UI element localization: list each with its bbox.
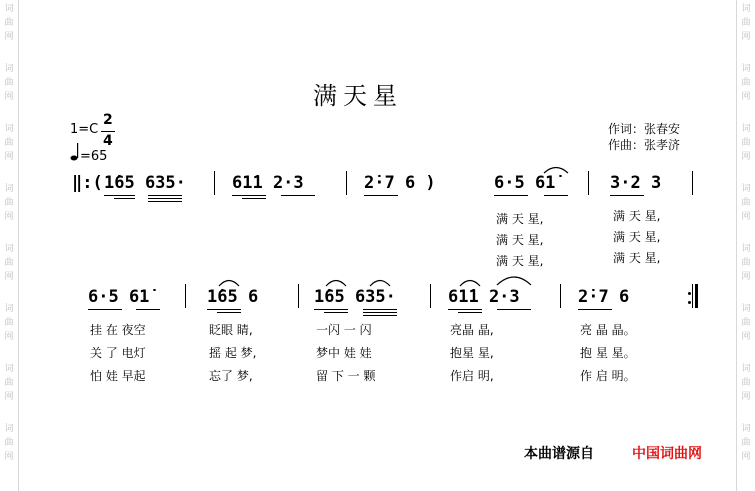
row2-lyric-3-4: 作启 明, — [450, 369, 494, 383]
watermark-char: 词 — [741, 4, 751, 14]
repeat-dot — [688, 292, 691, 295]
footer-site-link[interactable]: 中国词曲网 — [632, 446, 702, 462]
row2-measure-5: 2̇·7 6 — [578, 287, 630, 307]
eighth-underline — [136, 309, 160, 310]
watermark-char: 曲 — [4, 78, 14, 88]
watermark-char: 词 — [741, 124, 751, 134]
sixteenth-underline — [114, 198, 135, 199]
eighth-underline — [497, 309, 531, 310]
row2-lyric-2-3: 梦中 娃 娃 — [316, 346, 372, 360]
eighth-underline — [448, 309, 482, 310]
time-signature-bar — [101, 131, 115, 132]
row2-lyric-2-4: 抱星 星, — [450, 346, 494, 360]
slur-arc — [495, 272, 533, 286]
barline — [298, 284, 299, 308]
watermark-char: 曲 — [4, 318, 14, 328]
watermark-char: 词 — [4, 304, 14, 314]
watermark-char: 网 — [741, 392, 751, 402]
time-signature-denominator: 4 — [103, 133, 113, 149]
sixteenth-underline — [324, 312, 348, 313]
row1-lyric-2a: 满 天 星, — [496, 233, 544, 247]
watermark-char: 网 — [741, 212, 751, 222]
eighth-underline — [148, 195, 182, 196]
row1-lyric-3b: 满 天 星, — [613, 251, 661, 265]
eighth-underline — [281, 195, 315, 196]
row1-measure-4: 6·5 61̇ — [494, 173, 556, 193]
watermark-char: 曲 — [741, 318, 751, 328]
row1-measure-2: 61̇1 2·3 — [232, 173, 304, 193]
watermark-char: 曲 — [741, 258, 751, 268]
eighth-underline — [88, 309, 122, 310]
row2-lyric-2-1: 关 了 电灯 — [90, 346, 146, 360]
watermark-text — [3, 122, 15, 164]
watermark-text — [3, 302, 15, 344]
tie-arc — [324, 277, 348, 287]
row2-lyric-1-1: 挂 在 夜空 — [90, 323, 146, 337]
watermark-char: 网 — [4, 152, 14, 162]
row2-lyric-2-2: 摇 起 梦, — [209, 346, 257, 360]
watermark-char: 网 — [741, 32, 751, 42]
tie-arc — [542, 164, 570, 174]
row2-lyric-1-5: 亮 晶 晶。 — [580, 323, 636, 337]
eighth-underline — [314, 309, 348, 310]
time-signature-numerator: 2 — [103, 112, 113, 128]
row1-repeat-start: ‖:( — [72, 173, 103, 193]
watermark-text — [3, 62, 15, 104]
row2-measure-1: 6·5 61̇ — [88, 287, 150, 307]
barline — [588, 171, 589, 195]
watermark-char: 曲 — [741, 18, 751, 28]
barline — [692, 171, 693, 195]
footer-source-label: 本曲谱源自 — [524, 446, 594, 462]
row2-measure-4: 61̇1 2·3 — [448, 287, 520, 307]
watermark-char: 网 — [741, 452, 751, 462]
watermark-char: 曲 — [4, 438, 14, 448]
eighth-underline — [610, 195, 644, 196]
watermark-char: 词 — [4, 124, 14, 134]
eighth-underline — [207, 309, 241, 310]
sixteenth-underline — [363, 312, 397, 313]
thirty-second-underline — [363, 315, 397, 316]
row1-lyric-1a: 满 天 星, — [496, 212, 544, 226]
watermark-char: 网 — [741, 152, 751, 162]
tie-arc — [217, 277, 241, 287]
barline — [214, 171, 215, 195]
song-title: 满天星 — [313, 82, 403, 110]
row2-lyric-3-5: 作 启 明。 — [580, 369, 636, 383]
watermark-text — [740, 302, 752, 344]
row1-measure-1: 1̇65 635· — [104, 173, 186, 193]
barline-thick — [695, 284, 698, 308]
watermark-text — [740, 242, 752, 284]
eighth-underline — [578, 309, 612, 310]
watermark-char: 曲 — [741, 438, 751, 448]
watermark-char: 网 — [4, 92, 14, 102]
watermark-char: 网 — [4, 272, 14, 282]
watermark-char: 词 — [741, 424, 751, 434]
watermark-char: 词 — [4, 64, 14, 74]
repeat-dot — [688, 301, 691, 304]
watermark-char: 词 — [4, 4, 14, 14]
thirty-second-underline — [148, 201, 182, 202]
watermark-text — [740, 362, 752, 404]
row1-lyric-3a: 满 天 星, — [496, 254, 544, 268]
watermark-text — [740, 182, 752, 224]
barline — [560, 284, 561, 308]
watermark-text — [740, 422, 752, 464]
eighth-underline — [544, 195, 568, 196]
watermark-char: 网 — [741, 92, 751, 102]
row2-lyric-1-4: 亮晶 晶, — [450, 323, 494, 337]
watermark-text — [3, 362, 15, 404]
watermark-text — [3, 182, 15, 224]
watermark-char: 曲 — [741, 378, 751, 388]
row1-measure-5: 3·2 3 — [610, 173, 662, 193]
eighth-underline — [104, 195, 135, 196]
watermark-char: 词 — [741, 304, 751, 314]
watermark-char: 网 — [741, 332, 751, 342]
watermark-text — [3, 2, 15, 44]
sixteenth-underline — [217, 312, 241, 313]
watermark-char: 网 — [4, 392, 14, 402]
watermark-char: 网 — [4, 332, 14, 342]
watermark-char: 网 — [4, 212, 14, 222]
watermark-column-left — [0, 0, 19, 491]
sixteenth-underline — [242, 198, 266, 199]
watermark-text — [3, 242, 15, 284]
watermark-char: 曲 — [4, 138, 14, 148]
watermark-char: 曲 — [741, 78, 751, 88]
row2-measure-3: 1̇65 635· — [314, 287, 396, 307]
watermark-text — [740, 62, 752, 104]
row2-lyric-1-3: 一闪 一 闪 — [316, 323, 372, 337]
watermark-char: 网 — [4, 32, 14, 42]
watermark-char: 词 — [741, 244, 751, 254]
row1-lyric-1b: 满 天 星, — [613, 209, 661, 223]
watermark-char: 词 — [4, 364, 14, 374]
watermark-char: 曲 — [4, 18, 14, 28]
watermark-text — [740, 122, 752, 164]
eighth-underline — [364, 195, 398, 196]
composer-credit: 作曲：张孝济 — [608, 138, 681, 152]
tie-arc — [458, 277, 482, 287]
row2-lyric-3-2: 忘了 梦, — [209, 369, 253, 383]
eighth-underline — [494, 195, 528, 196]
barline-thin — [692, 284, 693, 308]
key-signature: 1=C — [70, 122, 99, 137]
watermark-char: 曲 — [741, 138, 751, 148]
watermark-char: 曲 — [741, 198, 751, 208]
watermark-char: 曲 — [4, 258, 14, 268]
watermark-char: 词 — [4, 184, 14, 194]
barline — [430, 284, 431, 308]
eighth-underline — [232, 195, 266, 196]
sixteenth-underline — [458, 312, 482, 313]
watermark-text — [740, 2, 752, 44]
watermark-column-right — [736, 0, 755, 491]
watermark-char: 词 — [741, 184, 751, 194]
row2-lyric-3-3: 留 下 一 颗 — [316, 369, 376, 383]
row1-lyric-2b: 满 天 星, — [613, 230, 661, 244]
watermark-text — [3, 422, 15, 464]
tempo: =65 — [80, 149, 108, 164]
row1-measure-3: 2̇·7 6 ) — [364, 173, 436, 193]
watermark-char: 词 — [741, 364, 751, 374]
barline — [185, 284, 186, 308]
barline — [346, 171, 347, 195]
row2-lyric-2-5: 抱 星 星。 — [580, 346, 636, 360]
sixteenth-underline — [148, 198, 182, 199]
row2-measure-2: 1̇65 6 — [207, 287, 259, 307]
row2-lyric-3-1: 怕 娃 早起 — [90, 369, 146, 383]
row2-lyric-1-2: 眨眼 睛, — [209, 323, 253, 337]
quarter-note-icon — [70, 143, 80, 161]
watermark-char: 网 — [741, 272, 751, 282]
watermark-char: 曲 — [4, 378, 14, 388]
lyricist-credit: 作词：张春安 — [608, 122, 681, 136]
watermark-char: 网 — [4, 452, 14, 462]
watermark-char: 词 — [741, 64, 751, 74]
watermark-char: 词 — [4, 244, 14, 254]
watermark-char: 曲 — [4, 198, 14, 208]
eighth-underline — [363, 309, 397, 310]
watermark-char: 词 — [4, 424, 14, 434]
tie-arc — [368, 277, 392, 287]
